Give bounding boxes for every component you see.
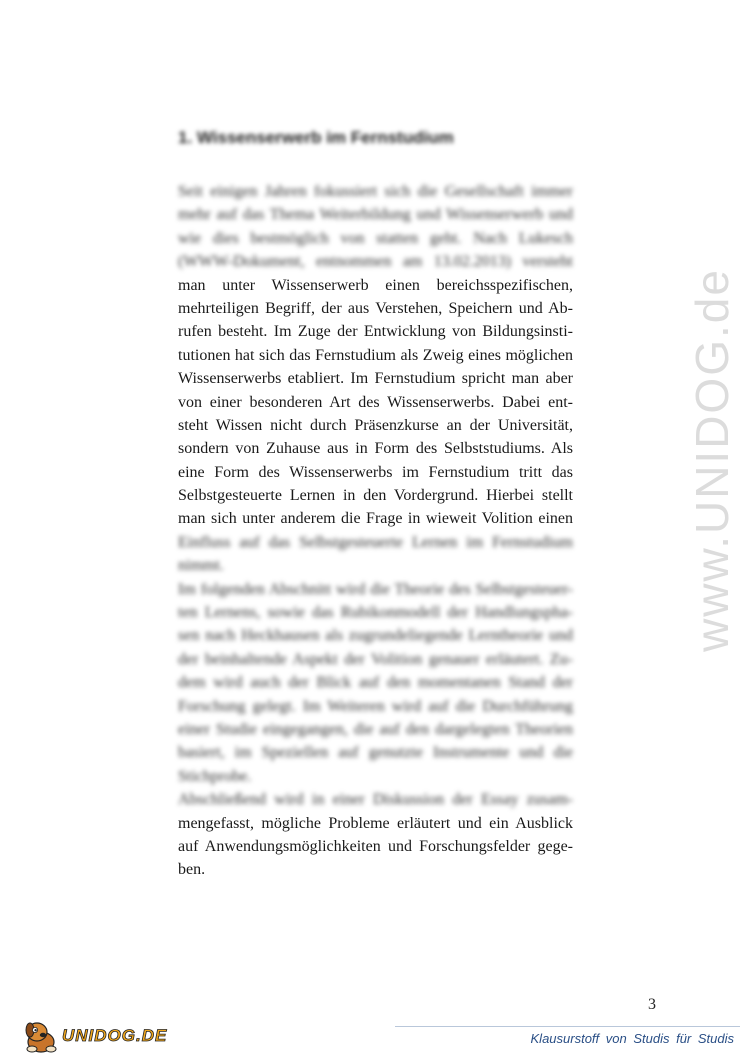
body-paragraphs [178,180,573,882]
text-line: einer Studie eingegangen, die auf den dargelegten Theorien [178,720,573,738]
text-line: der beinhaltende Aspekt der Volition genauer erläutert. Zu- [178,650,573,668]
text-line: Wissenserwerbs etabliert. Im Fernstudium spricht man aber [178,370,573,388]
text-line: (WWW-Dokument, entnommen am 13.02.2013) versteht [178,253,573,271]
page-number: 3 [648,996,656,1013]
text-line: tutionen hat sich das Fernstudium als Zweig eines möglichen [178,346,573,364]
text-line: mengefasst, mögliche Probleme erläutert und ein Ausblick [178,814,573,832]
watermark-text: www.UNIDOG.de [686,268,738,652]
text-line: sondern von Zuhause aus in Form des Selbststudiums. Als [178,440,573,458]
text-line: basiert, im Speziellen auf genutzte Instrumente und die [178,744,573,762]
text-line: steht Wissen nicht durch Präsenzkurse an der Universität, [178,416,573,434]
text-line: mehr auf das Thema Weiterbildung und Wissenserwerb und [178,206,573,224]
text-line: Im folgenden Abschnitt wird die Theorie des Selbstgesteuer- [178,580,573,598]
text-line: Abschließend wird in einer Diskussion der Essay zusam- [178,791,573,809]
text-line: Stichprobe. [178,767,252,785]
text-line: Einfluss auf das Selbstgesteuerte Lernen im Fernstudium [178,533,573,551]
text-line: dem wird auch der Blick auf den momentanen Stand der [178,674,573,692]
logo-wordmark: UNIDOG.DE [62,1026,168,1045]
text-line: Selbstgesteuerte Lernen in den Vordergrund. Hierbei stellt [178,487,573,505]
section-heading: 1. Wissenserwerb im Fernstudium [178,128,454,147]
text-line: Seit einigen Jahren fokussiert sich die Gesellschaft immer [178,183,573,200]
footer-slogan: Klausurstoff von Studis für Studis [530,1031,734,1046]
text-line: ben. [178,861,206,879]
dog-mascot-icon [22,1018,60,1054]
text-line: nimmt. [178,557,224,575]
text-line: mehrteiligen Begriff, der aus Verstehen, Speichern und Ab- [178,299,573,317]
text-line: man sich unter anderem die Frage in wieweit Volition einen [178,510,573,528]
footer-divider [395,1026,740,1027]
text-line: Forschung gelegt. Im Weiteren wird auf die Durchführung [178,697,573,715]
text-line: rufen besteht. Im Zuge der Entwicklung von Bildungsinsti- [178,323,573,341]
text-line: ten Lernens, sowie das Rubikonmodell der Handlungspha- [178,604,573,622]
text-line: auf Anwendungsmöglichkeiten und Forschungsfelder gege- [178,837,573,855]
text-line: eine Form des Wissenserwerbs im Fernstudium tritt das [178,463,573,481]
unidog-logo [22,1016,167,1056]
text-line: sen nach Heckhausen als zugrundeliegende Lerntheorie und [178,627,573,645]
text-line: wie dies bestmöglich von statten geht. Nach Lukesch [178,229,573,247]
text-line: von einer besonderen Art des Wissenserwerbs. Dabei ent- [178,393,573,411]
text-line: man unter Wissenserwerb einen bereichsspezifischen, [178,276,573,294]
